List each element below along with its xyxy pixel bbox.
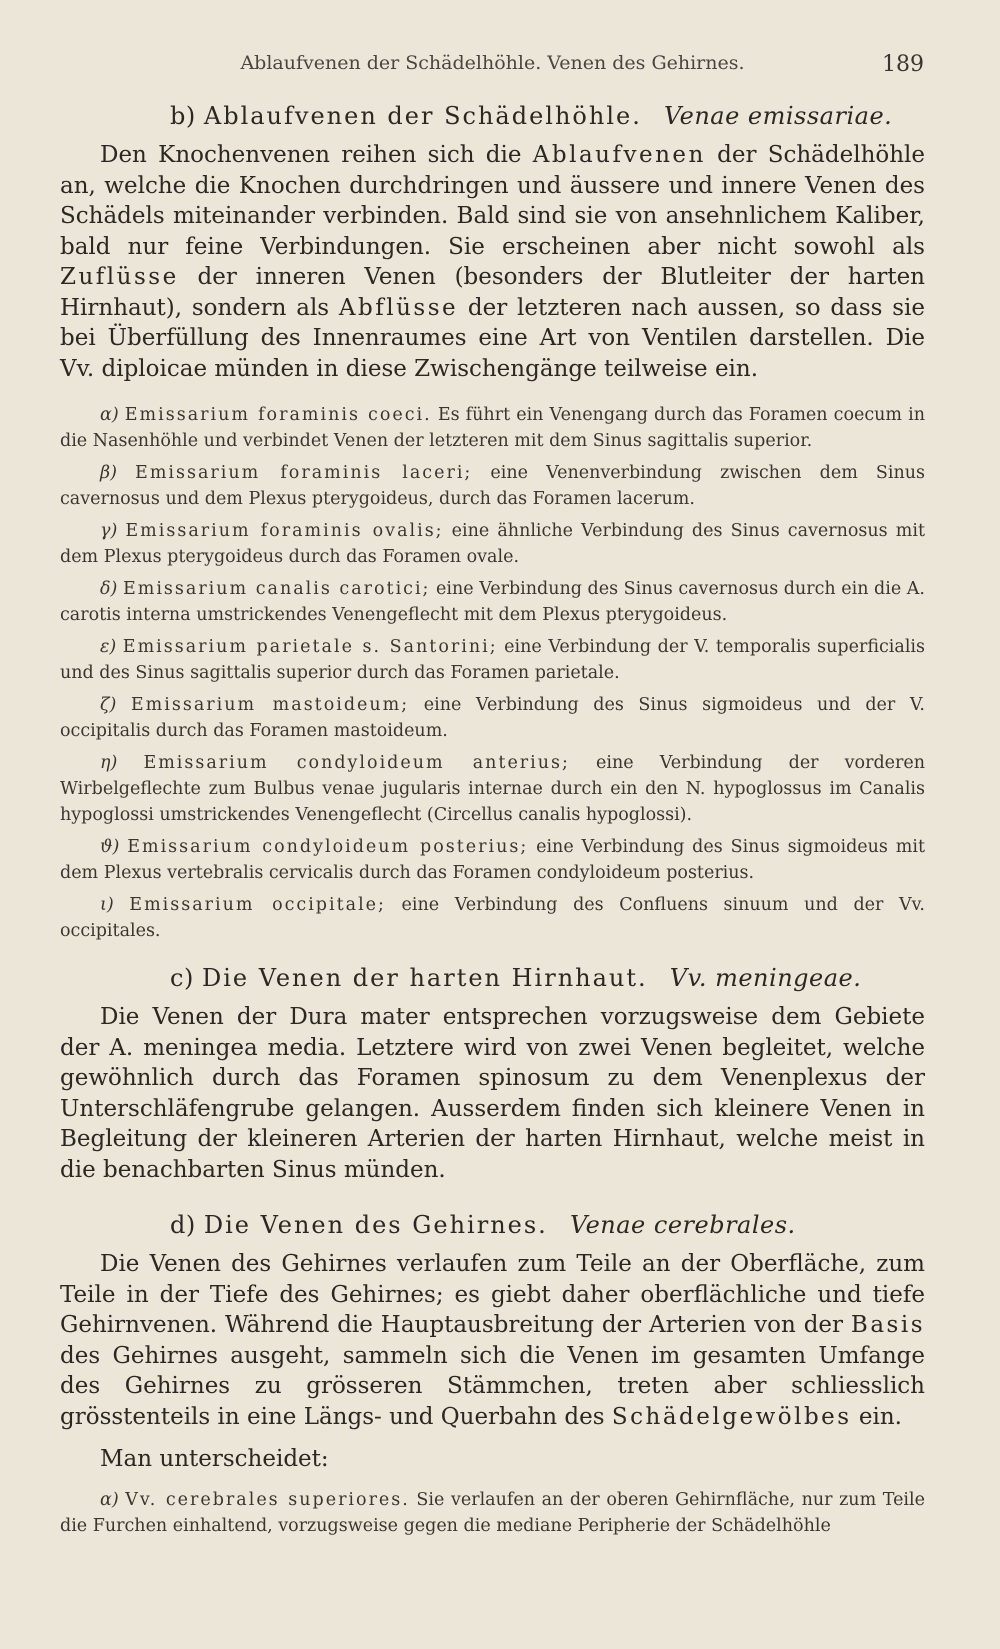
- item-label: ε): [100, 637, 117, 657]
- section-title: Die Venen des Gehirnes.: [203, 1211, 548, 1239]
- item-label: ϑ): [100, 837, 120, 857]
- list-item: [60, 634, 925, 686]
- item-label: β): [100, 463, 117, 483]
- item-text: eine Verbindung der V. temporalis superficialis und des Sinus sagittalis superior durch das Foramen parietale.: [60, 637, 925, 683]
- section-label: c): [170, 964, 194, 992]
- section-heading-c: [170, 964, 925, 992]
- spaced-term: Zuflüsse: [60, 264, 179, 290]
- item-term: Emissarium mastoideum;: [130, 695, 410, 715]
- paragraph: [60, 140, 925, 384]
- section-label: d): [170, 1211, 196, 1239]
- list-item: [60, 834, 925, 886]
- section-latin-title: Vv. meningeae.: [669, 964, 862, 992]
- section-latin-title: Venae emissariae.: [663, 102, 893, 130]
- list-item: [60, 1487, 925, 1539]
- item-term: Emissarium canalis carotici;: [122, 579, 431, 599]
- item-term: Emissarium foraminis ovalis;: [125, 521, 444, 541]
- list-item: [60, 892, 925, 944]
- item-label: γ): [100, 521, 118, 541]
- item-text: eine Verbindung der vorderen Wirbelgeflechte zum Bulbus venae jugularis internae durch ein den N. hypoglossus im Canalis hypoglossi umstrickendes Venengeflecht (Circellus canalis hypoglossi).: [60, 753, 925, 825]
- item-term: Emissarium condyloideum posterius;: [127, 837, 529, 857]
- page-body: [60, 102, 925, 1545]
- text-run: Die Venen des Gehirnes verlaufen zum Teile an der Oberfläche, zum Teile in der Tiefe des Gehirnes; es giebt daher oberflächliche und tiefe Gehirnvenen. Während die Hauptausbreitung der Arterien von der: [60, 1251, 925, 1338]
- spaced-term: Basis: [850, 1312, 925, 1338]
- text-run: ein.: [851, 1403, 902, 1430]
- section-title: Ablaufvenen der Schädelhöhle.: [203, 102, 642, 130]
- item-text: eine Verbindung des Sinus cavernosus durch ein die A. carotis interna umstrickendes Venengeflecht mit dem Plexus pterygoideus.: [60, 579, 925, 625]
- section-latin-title: Venae cerebrales.: [569, 1211, 796, 1239]
- item-term: Emissarium condyloideum anterius;: [143, 753, 570, 773]
- item-text: Es führt ein Venengang durch das Foramen coecum in die Nasenhöhle und verbindet Venen der letzteren mit dem Sinus sagittalis superior.: [60, 405, 925, 451]
- item-text: eine ähnliche Verbindung des Sinus cavernosus mit dem Plexus pterygoideus durch das Foramen ovale.: [60, 521, 925, 567]
- page-number: 189: [882, 52, 924, 77]
- list-item: [60, 402, 925, 454]
- item-label: ζ): [100, 695, 117, 715]
- item-label: α): [100, 405, 119, 425]
- paragraph: Die Venen der Dura mater entsprechen vorzugsweise dem Gebiete der A. meningea media. Letztere wird von zwei Venen begleitet, welche gewöhnlich durch das Foramen spinosum zu dem Venenplexus der Unterschläfengrube gelangen. Ausserdem finden sich kleinere Venen in Begleitung der kleineren Arterien der harten Hirnhaut, welche meist in die benachbarten Sinus münden.: [60, 1004, 925, 1183]
- item-text: eine Venenverbindung zwischen dem Sinus cavernosus und dem Plexus pterygoideus, durch das Foramen lacerum.: [60, 463, 925, 509]
- list-item: [60, 518, 925, 570]
- item-text: eine Verbindung des Confluens sinuum und der Vv. occipitales.: [60, 895, 925, 941]
- paragraph: Man unterscheidet:: [100, 1446, 329, 1472]
- item-label: α): [100, 1489, 119, 1510]
- item-label: η): [100, 753, 118, 773]
- list-item: [60, 576, 925, 628]
- item-text: eine Verbindung des Sinus sigmoideus und der V. occipitalis durch das Foramen mastoideum.: [60, 695, 925, 741]
- text-run: des Gehirnes ausgeht, sammeln sich die Venen im gesamten Umfange des Gehirnes zu grösseren Stämmchen, treten aber schliesslich grösstenteils in eine Längs- und Querbahn des: [60, 1342, 925, 1430]
- item-term: Emissarium foraminis coeci.: [124, 405, 432, 425]
- spaced-term: Schädelgewölbes: [611, 1403, 852, 1430]
- section-label: b): [170, 102, 196, 130]
- running-head: Ablaufvenen der Schädelhöhle. Venen des Gehirnes.: [240, 52, 745, 74]
- spaced-term: Abflüsse: [338, 294, 459, 321]
- section-heading-d: [170, 1211, 925, 1239]
- item-text: eine Verbindung des Sinus sigmoideus mit dem Plexus vertebralis cervicalis durch das Foramen condyloideum posterius.: [60, 837, 925, 883]
- list-item: [60, 750, 925, 828]
- item-term: Emissarium occipitale;: [129, 895, 386, 915]
- text-run: der letzteren nach aussen, so dass sie bei Überfüllung des Innenraumes eine Art von Ventilen darstellen. Die Vv. diploicae münden in diese Zwischengänge teilweise ein.: [60, 294, 925, 382]
- item-term: Emissarium parietale s. Santorini;: [122, 637, 498, 657]
- list-item: [60, 692, 925, 744]
- item-label: δ): [100, 579, 118, 599]
- item-label: ι): [100, 895, 114, 915]
- section-title: Die Venen der harten Hirnhaut.: [201, 964, 648, 992]
- item-term: Emissarium foraminis laceri;: [135, 463, 473, 483]
- item-text: Sie verlaufen an der oberen Gehirnfläche, nur zum Teile die Furchen einhaltend, vorzugsweise gegen die mediane Peripherie der Schädelhöhle: [60, 1489, 925, 1536]
- item-term: Vv. cerebrales superiores.: [125, 1489, 410, 1510]
- text-run: der inneren Venen (besonders der Blutleiter der harten Hirnhaut), sondern als: [60, 264, 925, 321]
- list-item: [60, 460, 925, 512]
- section-heading-b: [170, 102, 925, 130]
- spaced-term: Ablaufvenen: [532, 142, 706, 168]
- text-run: der Schädelhöhle an, welche die Knochen durchdringen und äussere und innere Venen des Schädels miteinander verbinden. Bald sind sie von ansehnlichem Kaliber, bald nur feine Verbindungen. Sie erscheinen aber nicht sowohl als: [60, 142, 926, 260]
- text-run: Den Knochenvenen reihen sich die: [100, 142, 533, 168]
- paragraph: [60, 1249, 925, 1432]
